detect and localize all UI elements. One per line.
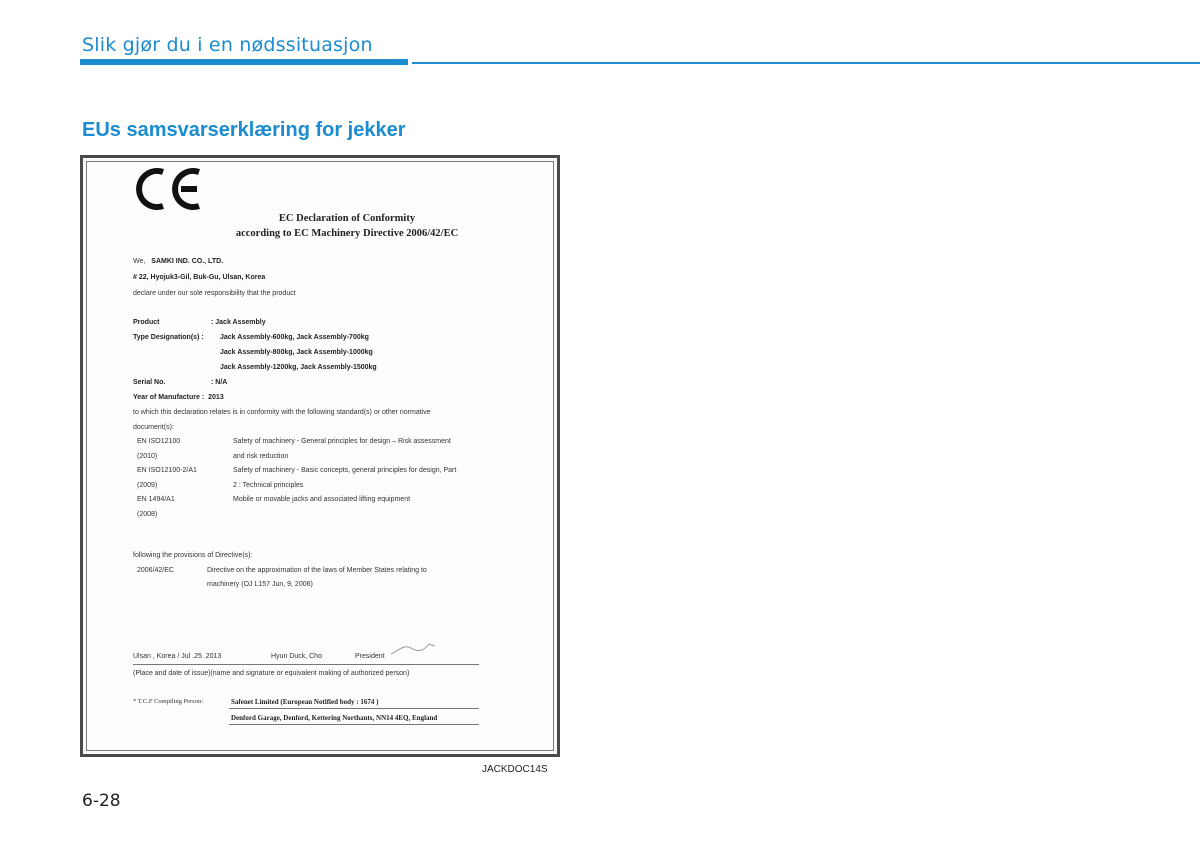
tcf-divider-bottom (229, 724, 479, 725)
declare-line: declare under our sole responsibility that the product (133, 290, 296, 297)
directive-desc-line1: Directive on the approximation of the laws of Member States relating to (207, 567, 427, 574)
cert-title-line1: EC Declaration of Conformity (278, 213, 416, 224)
sign-caption: (Place and date of issue)(name and signature or equivalent making of authorized person) (133, 670, 410, 677)
type-value-2: Jack Assembly-800kg, Jack Assembly-1000kg (220, 349, 373, 356)
product-label: Product (133, 319, 160, 326)
type-value-3: Jack Assembly-1200kg, Jack Assembly-1500kg (220, 364, 377, 371)
standard-desc: Safety of machinery - Basic concepts, general principles for design, Part (233, 467, 457, 474)
cert-title-line2: according to EC Machinery Directive 2006/42/EC (235, 228, 459, 239)
standard-desc: Mobile or movable jacks and associated lifting equipment (233, 496, 411, 503)
standard-desc: Safety of machinery - General principles for design – Risk assessment (233, 438, 451, 445)
page-subheading: EUs samsvarserklæring for jekker (82, 119, 406, 141)
signer-title: President (355, 653, 385, 660)
type-label: Type Designation(s) : (133, 334, 204, 341)
directive-desc-line2: machinery (OJ L157 Jun, 9, 2006) (207, 581, 313, 588)
standard-code: (2010) (137, 453, 158, 460)
tcf-divider (229, 708, 479, 709)
certificate-image (80, 155, 560, 757)
ce-mark-logo (133, 166, 205, 212)
year-label: Year of Manufacture : (133, 394, 205, 401)
header-rule-thin (412, 62, 1200, 64)
certificate-border (86, 161, 554, 751)
conformity-line2: document(s): (133, 424, 174, 431)
header-rule-thick (80, 59, 408, 65)
tcf-line2: Denford Garage, Denford, Kettering Northants, NN14 4EQ, England (231, 714, 438, 722)
image-caption: JACKDOC14S (482, 764, 548, 775)
we-label: We, (133, 258, 146, 265)
serial-label: Serial No. (133, 379, 166, 386)
serial-value: : N/A (211, 379, 228, 386)
cert-we-line (133, 258, 223, 265)
tcf-label: * T.C.F Compiling Person: (133, 698, 204, 705)
conformity-line1: to which this declaration relates is in conformity with the following standard(s) or other normative (133, 409, 431, 416)
standard-desc: and risk reduction (233, 453, 289, 460)
company-address: # 22, Hyojuk3-Gil, Buk-Gu, Ulsan, Korea (133, 274, 266, 281)
certificate-document (87, 162, 553, 750)
tcf-line1: Safenet Limited (European Notified body : 1674 ) (231, 698, 379, 706)
place-date: Ulsan , Korea / Jul .25 .2013 (133, 653, 222, 660)
company-name: SAMKI IND. CO., LTD. (151, 258, 224, 265)
year-line (133, 394, 224, 401)
section-title: Slik gjør du i en nødssituasjon (82, 34, 373, 56)
type-value-1: Jack Assembly-600kg, Jack Assembly-700kg (220, 334, 369, 341)
standard-code: EN 1494/A1 (137, 496, 175, 503)
page-number: 6-28 (82, 791, 121, 811)
standard-code: (2008) (137, 511, 158, 518)
provisions-label: following the provisions of Directive(s): (133, 552, 253, 559)
year-value: 2013 (208, 394, 224, 401)
product-value: : Jack Assembly (211, 319, 266, 326)
signature-scribble (389, 640, 439, 658)
standard-code: (2009) (137, 482, 158, 489)
standard-code: EN ISO12100-2/A1 (137, 467, 197, 474)
standard-code: EN ISO12100 (137, 438, 181, 445)
signature-line (133, 664, 479, 665)
directive-code: 2006/42/EC (137, 567, 174, 574)
standard-desc: 2 : Technical principles (233, 482, 304, 489)
signer-name: Hyun Duck, Cho (271, 653, 322, 660)
